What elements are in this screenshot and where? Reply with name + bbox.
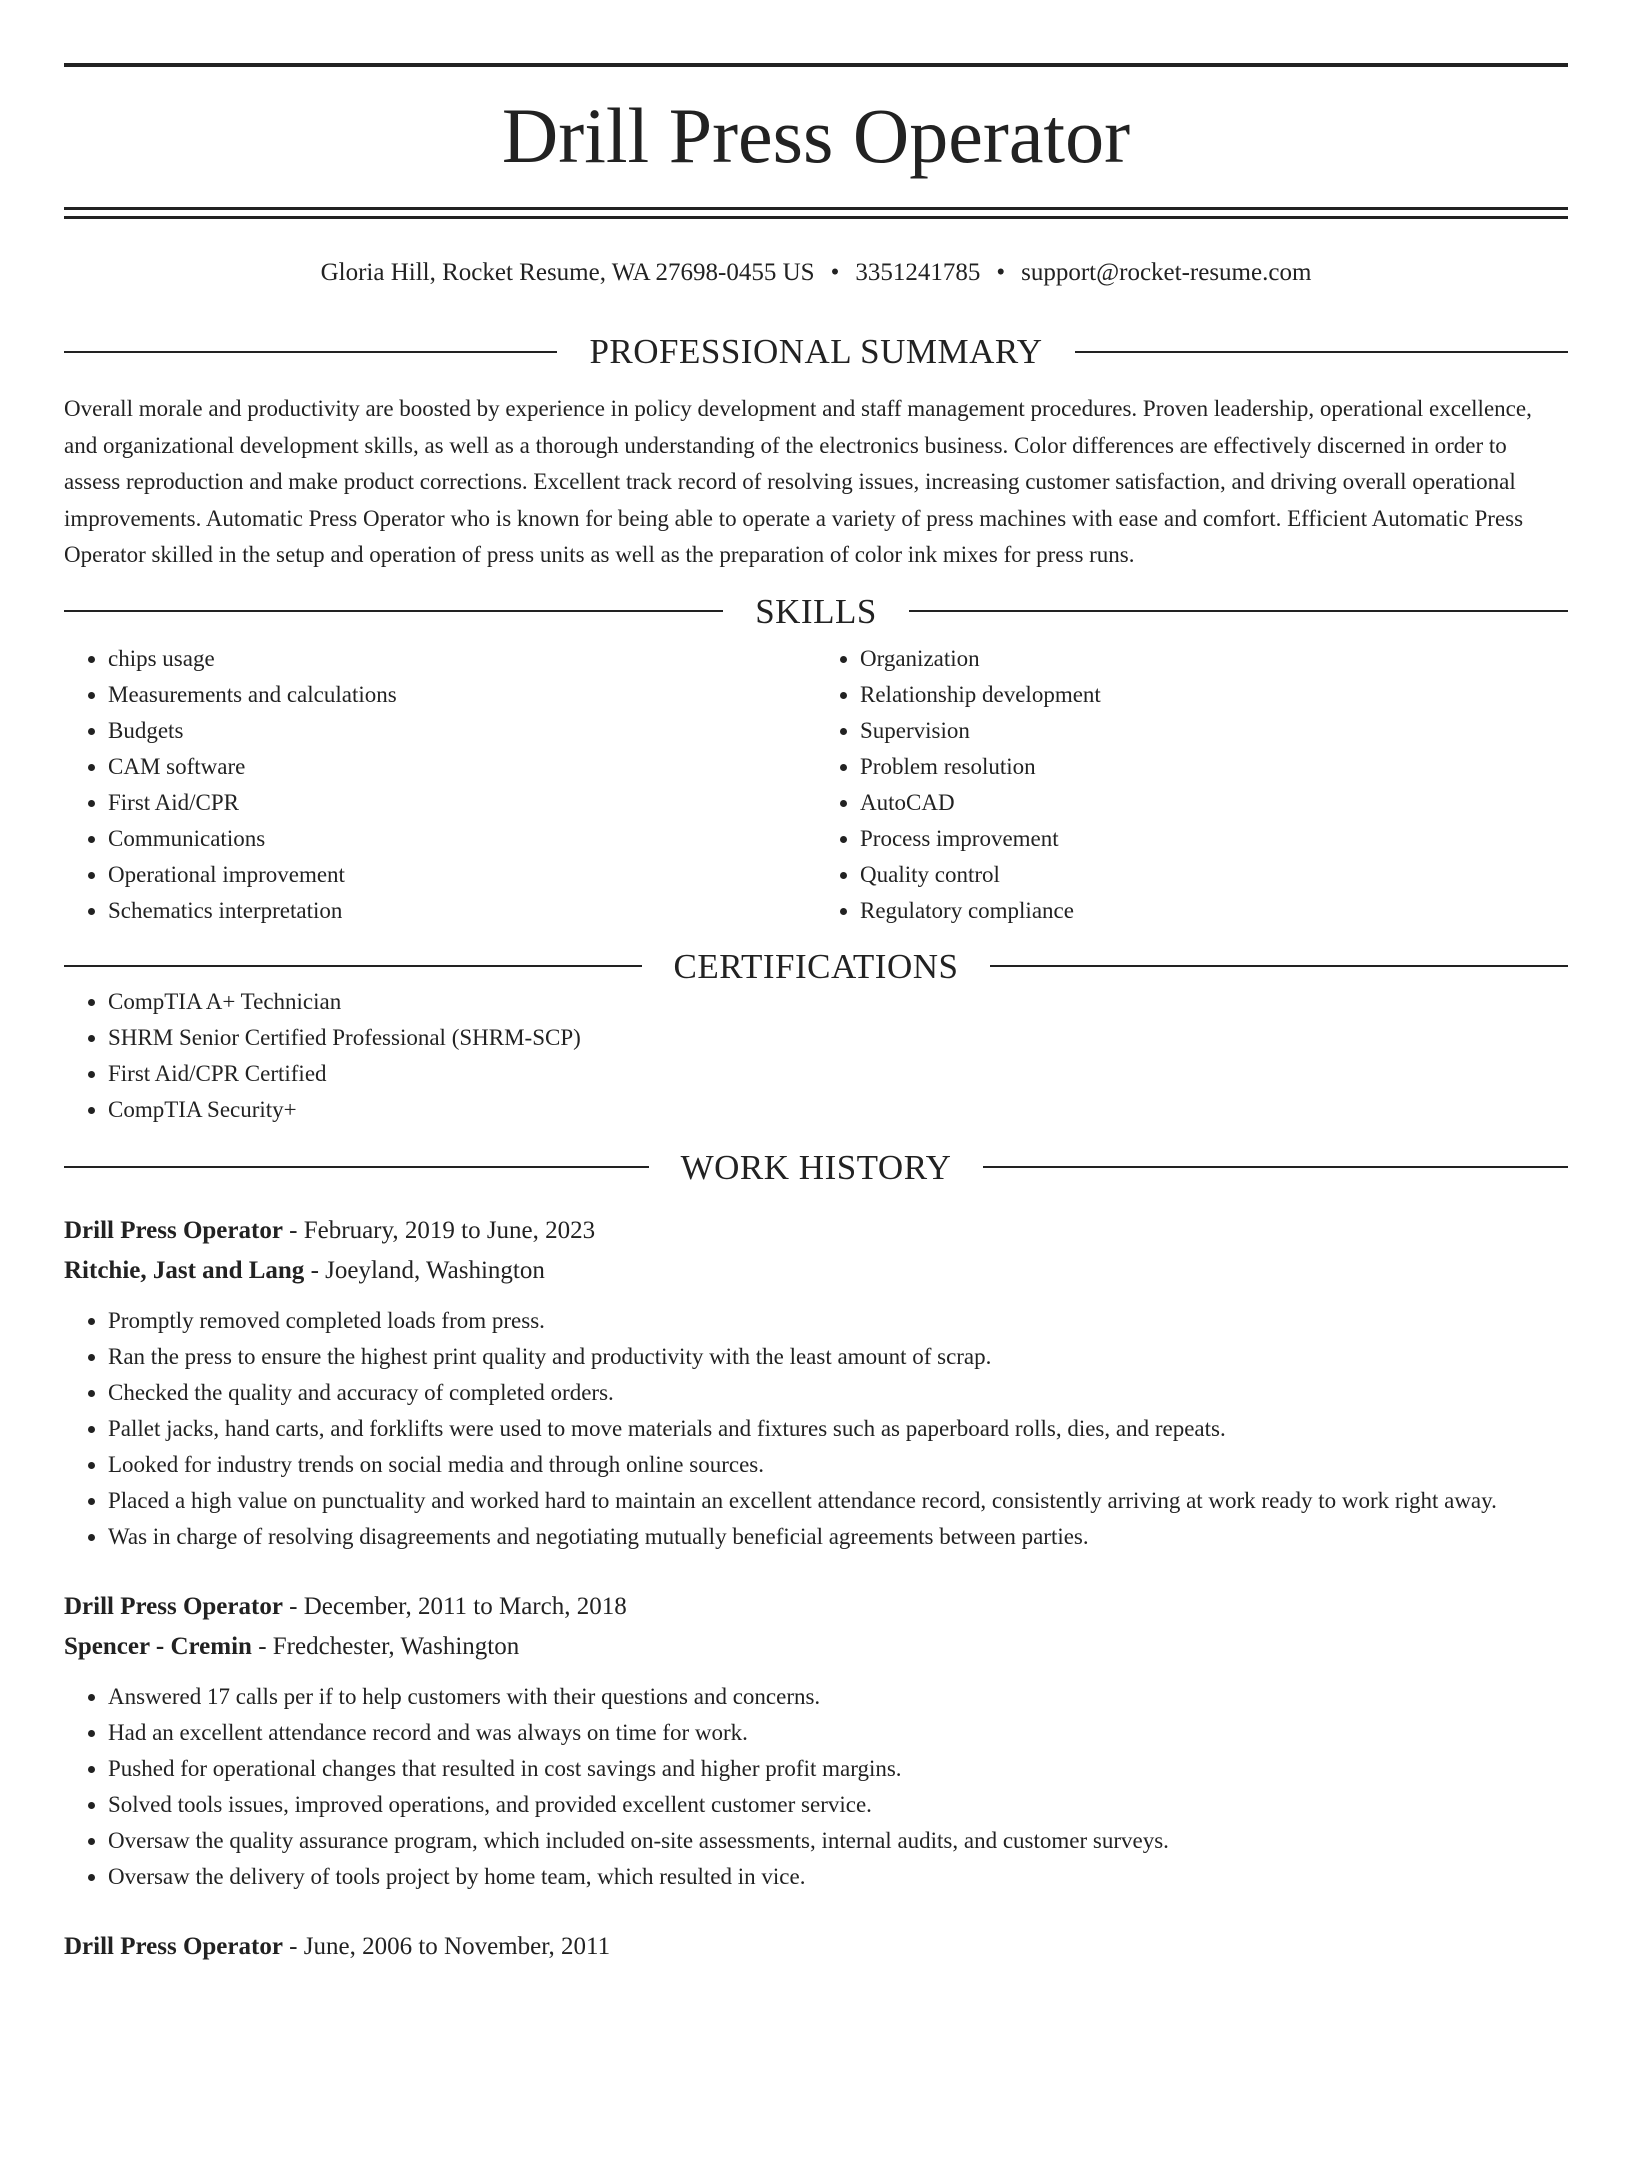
skill-item: • Communications — [108, 821, 816, 857]
job-duty-item: • Pallet jacks, hand carts, and forklifts were used to move materials and fixtures such as paperboard rolls, dies, and repeats. — [108, 1411, 1568, 1447]
skill-item: • Process improvement — [860, 821, 1568, 857]
skill-item: • Measurements and calculations — [108, 677, 816, 713]
section-divider — [983, 1166, 1568, 1168]
skills-list-right — [816, 641, 1568, 929]
job-title: Drill Press Operator — [64, 1932, 283, 1960]
section-divider — [64, 1166, 649, 1168]
job-company-line — [64, 1251, 1568, 1291]
section-divider — [1075, 351, 1568, 353]
job-company-line — [64, 1627, 1568, 1667]
job-duty-item: • Ran the press to ensure the highest print quality and productivity with the least amount of scrap. — [108, 1339, 1568, 1375]
job-dates: - June, 2006 to November, 2011 — [282, 1932, 611, 1960]
certifications-heading: CERTIFICATIONS — [673, 946, 959, 986]
skills-column-left — [64, 641, 816, 929]
job-entry — [64, 1927, 1568, 1967]
work-history-heading: WORK HISTORY — [680, 1147, 952, 1187]
section-divider — [909, 610, 1568, 612]
skill-item: • Schematics interpretation — [108, 893, 816, 929]
skill-item: • chips usage — [108, 641, 816, 677]
skills-column-right — [816, 641, 1568, 929]
certifications-section-header — [64, 946, 1568, 986]
job-company: Ritchie, Jast and Lang — [64, 1256, 305, 1284]
job-location: - Fredchester, Washington — [251, 1632, 520, 1660]
job-entry — [64, 1587, 1568, 1895]
section-divider — [990, 965, 1568, 967]
contact-phone: 3351241785 — [855, 259, 981, 286]
section-divider — [64, 351, 557, 353]
job-dates: - February, 2019 to June, 2023 — [282, 1216, 596, 1244]
job-dates: - December, 2011 to March, 2018 — [282, 1592, 627, 1620]
contact-separator: • — [830, 259, 840, 286]
job-title-line — [64, 1927, 1568, 1967]
skill-item: • First Aid/CPR — [108, 785, 816, 821]
skills-list-left — [64, 641, 816, 929]
job-duty-item: • Placed a high value on punctuality and worked hard to maintain an excellent attendance record, consistently arriving at work ready to work right away. — [108, 1483, 1568, 1519]
contact-address: Gloria Hill, Rocket Resume, WA 27698-0455 US — [320, 259, 815, 286]
job-duty-item: • Was in charge of resolving disagreements and negotiating mutually beneficial agreements between parties. — [108, 1519, 1568, 1555]
job-duty-item: • Solved tools issues, improved operations, and provided excellent customer service. — [108, 1787, 1568, 1823]
contact-line — [64, 260, 1568, 290]
job-duty-item: • Had an excellent attendance record and was always on time for work. — [108, 1715, 1568, 1751]
job-duty-item: • Promptly removed completed loads from press. — [108, 1303, 1568, 1339]
certification-item: • CompTIA Security+ — [108, 1092, 1568, 1128]
job-duty-item: • Checked the quality and accuracy of completed orders. — [108, 1375, 1568, 1411]
skill-item: • Regulatory compliance — [860, 893, 1568, 929]
job-duty-item: • Oversaw the delivery of tools project by home team, which resulted in vice. — [108, 1859, 1568, 1895]
certifications-list — [64, 984, 1568, 1128]
job-duty-item: • Oversaw the quality assurance program, which included on-site assessments, internal audits, and customer surveys. — [108, 1823, 1568, 1859]
skill-item: • CAM software — [108, 749, 816, 785]
job-title-line — [64, 1587, 1568, 1627]
resume-title: Drill Press Operator — [501, 92, 1131, 179]
skill-item: • Supervision — [860, 713, 1568, 749]
job-title-line — [64, 1211, 1568, 1251]
skill-item: • AutoCAD — [860, 785, 1568, 821]
job-company: Spencer - Cremin — [64, 1632, 252, 1660]
skill-item: • Problem resolution — [860, 749, 1568, 785]
title-double-rule — [64, 207, 1568, 219]
job-duty-item: • Answered 17 calls per if to help customers with their questions and concerns. — [108, 1679, 1568, 1715]
skills-columns — [64, 641, 1568, 929]
skill-item: • Organization — [860, 641, 1568, 677]
work-history-list — [64, 1211, 1568, 1967]
summary-text: Overall morale and productivity are boosted by experience in policy development and staff management procedures. Proven leadership, operational excellence, and organizational development skills, as well as a thorough understanding of the electronics business. Color differences are effectively discerned in order to assess reproduction and make product corrections. Excellent track record of resolving issues, increasing customer satisfaction, and driving overall operational improvements. Automatic Press Operator who is known for being able to operate a variety of press machines with ease and comfort. Efficient Automatic Press Operator skilled in the setup and operation of press units as well as the preparation of color ink mixes for press runs. — [64, 396, 1532, 567]
certification-item: • First Aid/CPR Certified — [108, 1056, 1568, 1092]
work-history-section-header — [64, 1147, 1568, 1187]
job-location: - Joeyland, Washington — [304, 1256, 545, 1284]
contact-email: support@rocket-resume.com — [1021, 259, 1312, 286]
job-title: Drill Press Operator — [64, 1216, 283, 1244]
certification-item: • SHRM Senior Certified Professional (SHRM-SCP) — [108, 1020, 1568, 1056]
job-duty-item: • Looked for industry trends on social media and through online sources. — [108, 1447, 1568, 1483]
skill-item: • Operational improvement — [108, 857, 816, 893]
job-entry — [64, 1211, 1568, 1555]
summary-section-header — [64, 334, 1568, 369]
skills-heading: SKILLS — [755, 591, 877, 631]
skill-item: • Quality control — [860, 857, 1568, 893]
resume-page — [0, 63, 1632, 2175]
job-duty-item: • Pushed for operational changes that resulted in cost savings and higher profit margins. — [108, 1751, 1568, 1787]
job-duties-list — [64, 1679, 1568, 1895]
contact-separator: • — [996, 259, 1006, 286]
skills-section-header — [64, 591, 1568, 631]
skill-item: • Relationship development — [860, 677, 1568, 713]
certification-item: • CompTIA A+ Technician — [108, 984, 1568, 1020]
skill-item: • Budgets — [108, 713, 816, 749]
section-divider — [64, 610, 723, 612]
job-duties-list — [64, 1303, 1568, 1555]
top-rule — [64, 63, 1568, 67]
summary-heading: PROFESSIONAL SUMMARY — [589, 332, 1043, 371]
section-divider — [64, 965, 642, 967]
job-title: Drill Press Operator — [64, 1592, 283, 1620]
